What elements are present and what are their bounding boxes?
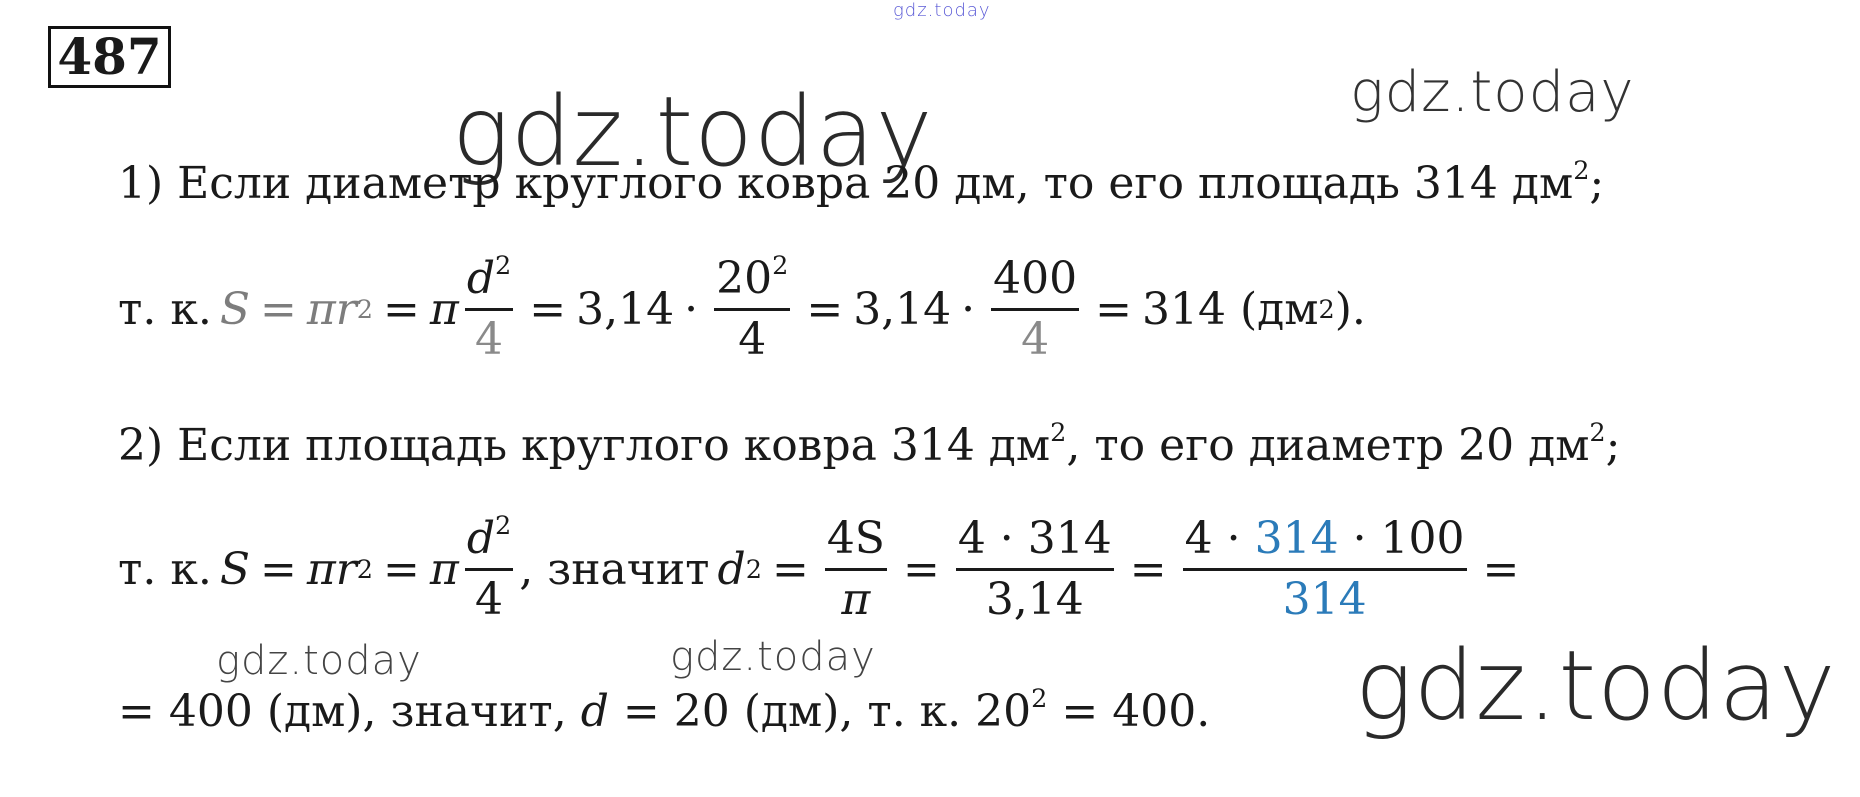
fraction-400-over-4: $\frac{400}{4}$ [993, 253, 1078, 365]
watermark-large-left: gdz.today [452, 76, 934, 188]
watermark-top: gdz.today [893, 0, 991, 21]
watermark-bottom-left: gdz.today [216, 638, 422, 684]
watermark-right: gdz.today [1350, 60, 1635, 125]
fraction-d2-over-4: $\frac{d^2}{4}$ [466, 510, 512, 625]
problem-number: 487 [48, 26, 171, 88]
fraction-4x314-over-314: $\frac{4 \cdot 314}{3,14}$ [957, 513, 1112, 625]
fraction-d2-over-4: $\frac{d^2}{4}$ [466, 250, 512, 365]
watermark-bottom-middle: gdz.today [670, 634, 876, 680]
fraction-4s-over-pi: $\frac{4S}{\pi}$ [826, 513, 885, 625]
fraction-20sq-over-4: $\frac{20^2}{4}$ [716, 250, 789, 365]
watermark-large-right: gdz.today [1355, 630, 1837, 742]
part1-calculation: т. к. S = πr 2 = π $\frac{d^2}{4}$ = 3,14 · $\frac{20^2}{4}$ = 3,14 · $\frac{400}{4}$ = 314 (дм 2 ). [118, 250, 1366, 369]
part3-line: = 400 (дм), значит, d = 20 (дм), т. к. $20^2 = 400$. [118, 683, 1211, 737]
part2-calculation: т. к. S = πr 2 = π $\frac{d^2}{4}$ , значит d 2 = $\frac{4S}{\pi}$ = $\frac{4 \cdot 314}{3,14}$ = $\frac{4 \cdot 314 \cdot 100}{314}$ = [118, 510, 1529, 629]
part1-statement: 1) Если диаметр круглого ковра 20 дм, то его площадь 314 $дм^2$; [118, 155, 1605, 209]
fraction-cancelled: $\frac{4 \cdot 314 \cdot 100}{314}$ [1184, 513, 1465, 625]
part2-statement: 2) Если площадь круглого ковра 314 $дм^2$, то его диаметр 20 $дм^2$; [118, 417, 1621, 471]
